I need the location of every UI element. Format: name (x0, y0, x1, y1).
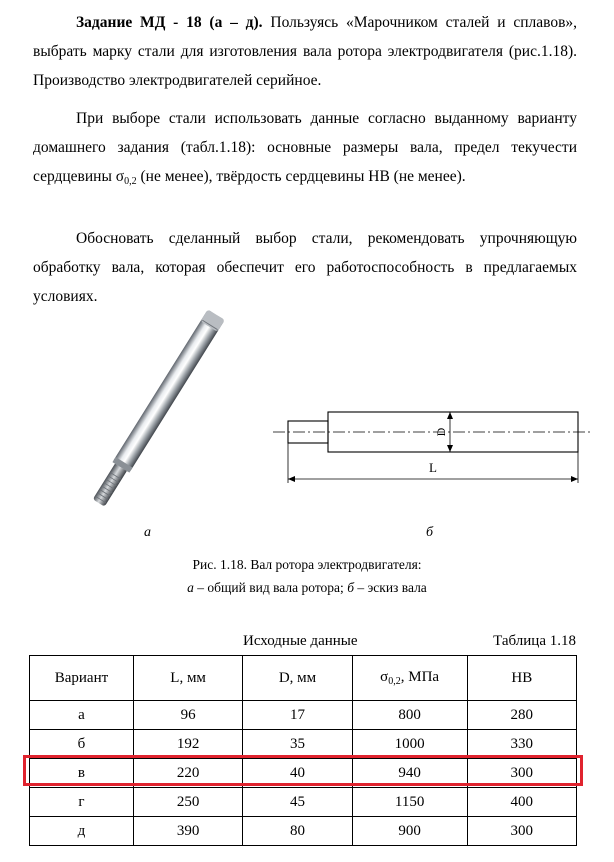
figure-label-a: а (144, 525, 151, 540)
task-conditions-text-a: При выборе стали использовать данные согласно выданному варианту домашнего задания (табл.1.18): основные размеры вала, предел текучести сердцевины (33, 110, 577, 185)
task-paragraph-3 (33, 224, 577, 311)
table-row: б 192 35 1000 330 (30, 730, 577, 759)
table-row: г 250 45 1150 400 (30, 788, 577, 817)
sigma-subscript: 0,2 (124, 176, 137, 187)
task-paragraph-2 (33, 104, 577, 196)
header-diameter: D, мм (243, 656, 352, 701)
table-row: а 96 17 800 280 (30, 701, 577, 730)
task-justify-text: Обосновать сделанный выбор стали, рекомендовать упрочняющую обработку вала, которая обеспечит его работоспособность в предлагаемых условиях. (33, 230, 577, 305)
header-variant: Вариант (30, 656, 134, 701)
table-row-highlighted: в 220 40 940 300 (30, 759, 577, 788)
table-title: Исходные данные (243, 633, 358, 649)
sigma-symbol: σ (115, 168, 125, 185)
task-paragraph-1 (33, 8, 577, 95)
shaft-small-end (93, 462, 128, 507)
shaft-sketch (268, 395, 593, 495)
source-data-table (29, 655, 577, 846)
shaft-photo (30, 300, 280, 515)
dim-l-label: L (429, 460, 437, 475)
table-header-row (30, 656, 577, 701)
figure-caption: Рис. 1.18. Вал ротора электродвигателя: (192, 557, 422, 572)
figure-label-b: б (426, 525, 434, 540)
header-hardness: HB (467, 656, 576, 701)
header-yield-strength: $\sigma_{0,2}$, МПа (352, 656, 467, 701)
dim-d-label: D (434, 427, 448, 437)
header-length: L, мм (133, 656, 242, 701)
figure-caption-legend: а – общий вид вала ротора; б – эскиз вала (187, 580, 427, 595)
table-number: Таблица 1.18 (493, 633, 576, 649)
task-conditions-text-b: (не менее), твёрдость сердцевины HB (не менее). (136, 168, 466, 185)
task-title: Задание МД - 18 (а – д). (76, 14, 263, 31)
shaft-main-body (112, 309, 224, 472)
row-highlight-box (23, 755, 583, 786)
table-row: д 390 80 900 300 (30, 817, 577, 846)
task-intro-text: Пользуясь «Марочником сталей и сплавов», выбрать марку стали для изготовления вала ротора электродвигателя (рис.1.18). Производство электродвигателей серийное. (33, 14, 578, 89)
